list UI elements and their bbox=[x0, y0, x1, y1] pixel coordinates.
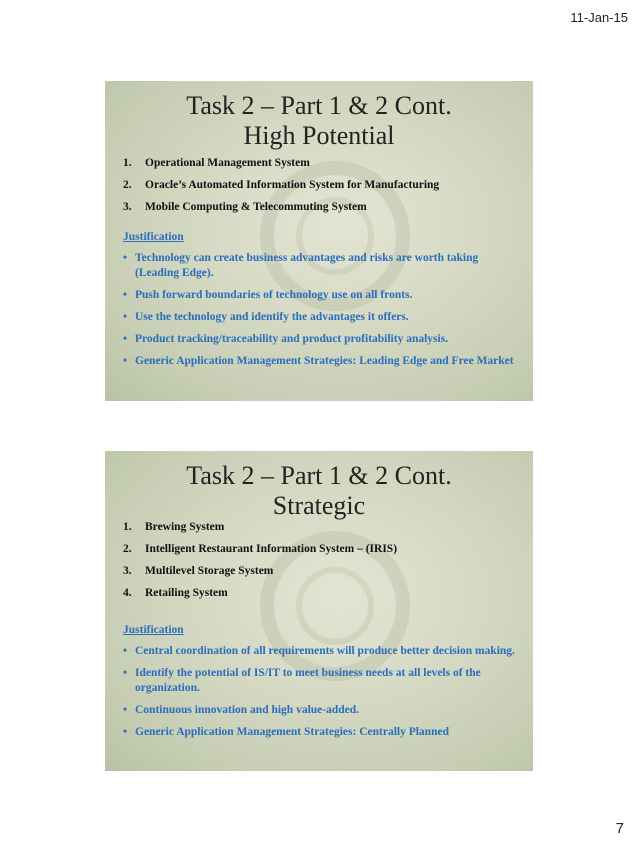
list-item: • Push forward boundaries of technology use on all fronts. bbox=[123, 288, 521, 303]
list-item: 3. Multilevel Storage System bbox=[123, 565, 274, 577]
list-item: • Continuous innovation and high value-added. bbox=[123, 703, 521, 718]
system-list bbox=[123, 520, 519, 608]
list-item: 3. Mobile Computing & Telecommuting System bbox=[123, 201, 367, 213]
list-item: • Identify the potential of IS/IT to meet business needs at all levels of the organization. bbox=[123, 666, 521, 696]
list-item: 4. Retailing System bbox=[123, 587, 228, 599]
list-item: • Technology can create business advantages and risks are worth taking (Leading Edge). bbox=[123, 251, 521, 281]
list-item: 2. Intelligent Restaurant Information System – (IRIS) bbox=[123, 543, 398, 555]
page-date: 11-Jan-15 bbox=[570, 10, 628, 25]
list-item: • Generic Application Management Strategies: Centrally Planned bbox=[123, 725, 521, 740]
slide-title: Task 2 – Part 1 & 2 Cont. Strategic bbox=[186, 461, 452, 520]
list-item: 1. Operational Management System bbox=[123, 157, 310, 169]
justification-heading: Justification bbox=[123, 231, 184, 243]
list-item: • Product tracking/traceability and product profitability analysis. bbox=[123, 332, 521, 347]
justification-heading: Justification bbox=[123, 624, 184, 636]
list-item: • Generic Application Management Strategies: Leading Edge and Free Market bbox=[123, 354, 521, 369]
list-item: • Central coordination of all requirements will produce better decision making. bbox=[123, 644, 521, 659]
slide-high-potential bbox=[105, 81, 533, 401]
list-item: 2. Oracle’s Automated Information System for Manufacturing bbox=[123, 179, 440, 191]
list-item: 1. Brewing System bbox=[123, 521, 225, 533]
justification-list bbox=[123, 251, 521, 376]
slide-title: Task 2 – Part 1 & 2 Cont. High Potential bbox=[186, 91, 452, 150]
justification-list bbox=[123, 644, 521, 747]
list-item: • Use the technology and identify the advantages it offers. bbox=[123, 310, 521, 325]
page-number: 7 bbox=[615, 820, 624, 837]
system-list bbox=[123, 156, 519, 222]
slide-strategic bbox=[105, 451, 533, 771]
